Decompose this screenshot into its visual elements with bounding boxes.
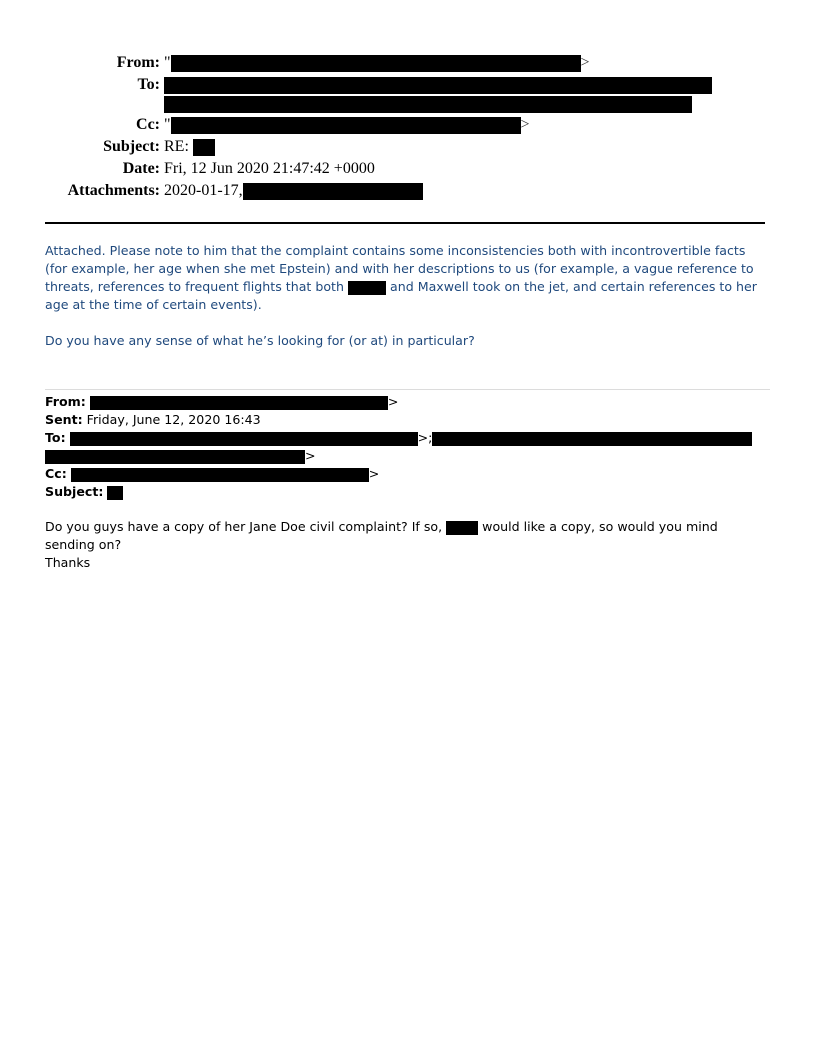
fwd-to-label: To: <box>45 430 66 445</box>
redaction-block <box>45 450 305 464</box>
header-cc-row <box>0 114 816 136</box>
redaction-block <box>164 77 712 94</box>
to-label: To: <box>137 76 160 93</box>
fwd-body-text-a: Do you guys have a copy of her Jane Doe civil complaint? If so, <box>45 519 443 534</box>
date-value: Fri, 12 Jun 2020 21:47:42 +0000 <box>164 160 375 177</box>
fwd-to-row-2 <box>45 447 770 465</box>
attachments-label: Attachments: <box>67 182 160 199</box>
redaction-block <box>171 55 581 72</box>
fwd-body-text-b: would like a copy, so would you mind sending on? <box>45 519 718 552</box>
forwarded-header <box>45 393 770 501</box>
reply-paragraph-1 <box>45 242 770 314</box>
subject-value: RE: <box>164 138 189 155</box>
redaction-block <box>70 432 418 446</box>
redaction-block <box>432 432 752 446</box>
fwd-body-paragraph <box>45 518 770 554</box>
cc-label: Cc: <box>136 116 160 133</box>
redaction-block <box>107 486 123 500</box>
from-quote: " <box>164 54 171 71</box>
reply-paragraph-2: Do you have any sense of what he’s looking for (or at) in particular? <box>45 333 475 348</box>
fwd-to-separator: >; <box>417 430 433 445</box>
email-header <box>0 52 816 202</box>
redaction-block <box>90 396 388 410</box>
cc-suffix: > <box>520 116 530 133</box>
redaction-block <box>446 521 478 535</box>
fwd-body-thanks: Thanks <box>45 555 91 570</box>
header-attachments-row <box>0 180 816 202</box>
fwd-subject-label: Subject: <box>45 484 104 499</box>
cc-quote: " <box>164 116 171 133</box>
fwd-to-suffix: > <box>305 448 316 463</box>
forward-divider <box>45 389 770 390</box>
fwd-cc-label: Cc: <box>45 466 67 481</box>
header-subject-row <box>0 136 816 158</box>
reply-text-b: and Maxwell took on the jet, and certain references to her age at the time of certain events). <box>45 279 757 312</box>
fwd-sent-value: Friday, June 12, 2020 16:43 <box>86 412 261 427</box>
redaction-block <box>348 281 386 295</box>
reply-body <box>45 242 770 368</box>
header-from-row <box>0 52 816 74</box>
attachments-value: 2020-01-17, <box>164 182 243 199</box>
fwd-cc-suffix: > <box>368 466 380 481</box>
from-suffix: > <box>580 54 590 71</box>
fwd-from-suffix: > <box>387 394 399 409</box>
header-date-row <box>0 158 816 180</box>
fwd-to-row <box>45 429 770 447</box>
fwd-sent-label: Sent: <box>45 412 83 427</box>
header-to-row-2 <box>0 96 816 114</box>
redaction-block <box>71 468 369 482</box>
fwd-subject-row <box>45 483 770 501</box>
subject-label: Subject: <box>103 138 160 155</box>
redaction-block <box>193 139 215 156</box>
fwd-from-label: From: <box>45 394 86 409</box>
from-label: From: <box>116 54 160 71</box>
fwd-sent-row <box>45 411 770 429</box>
redaction-block <box>243 183 423 200</box>
header-divider <box>45 222 765 224</box>
redaction-block <box>164 96 692 113</box>
reply-text-a: Attached. Please note to him that the complaint contains some inconsistencies both with incontrovertible facts (for example, her age when she met Epstein) and with her descriptions to us (for example, a vague reference to threats, references to frequent flights that both <box>45 243 754 294</box>
date-label: Date: <box>122 160 160 177</box>
redaction-block <box>171 117 521 134</box>
forwarded-body <box>45 518 770 572</box>
fwd-from-row <box>45 393 770 411</box>
fwd-cc-row <box>45 465 770 483</box>
